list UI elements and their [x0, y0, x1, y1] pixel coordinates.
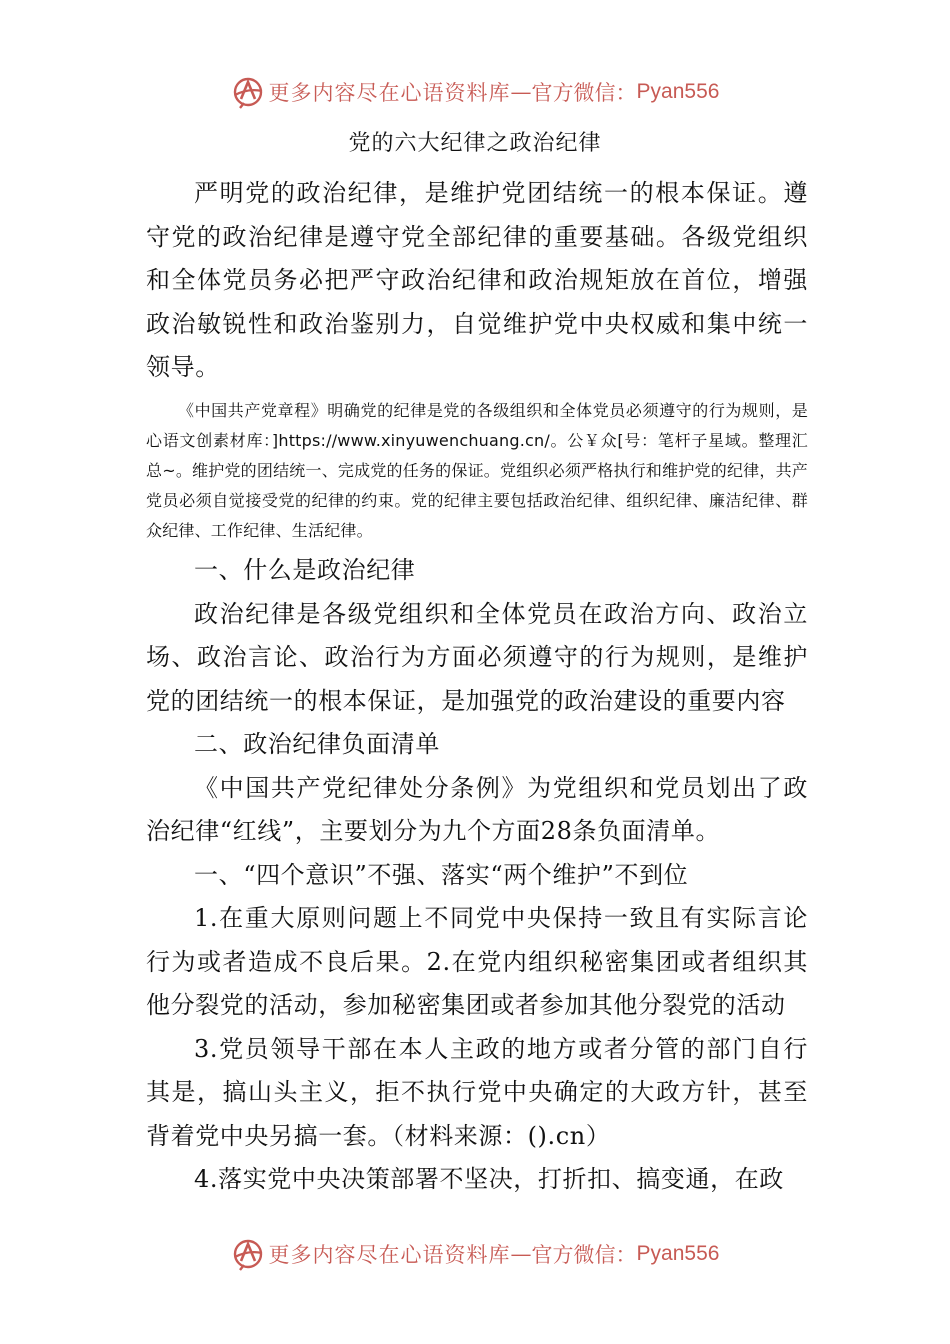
section1-heading: 一、什么是政治纪律 [194, 556, 416, 584]
section2-heading: 二、政治纪律负面清单 [194, 730, 440, 758]
item-4-paragraph: 4.落实党中央决策部署不坚决，打折扣、搞变通，在政 [194, 1165, 784, 1193]
section1-body: 政治纪律是各级党组织和全体党员在政治方向、政治立场、政治言论、政治行为方面必须遵守的行为规则，是维护党的团结统一的根本保证，是加强党的政治建设的重要内容 [146, 599, 808, 715]
banner-wechat-id: Pyan556 [636, 1242, 720, 1265]
banner-separator: — [510, 1242, 532, 1266]
page-title: 党的六大纪律之政治纪律 [348, 131, 602, 156]
items-1-2-paragraph: 1.在重大原则问题上不同党中央保持一致且有实际言论行为或者造成不良后果。2.在党内组织秘密集团或者组织其他分裂党的活动，参加秘密集团或者参加其他分裂党的活动 [146, 904, 808, 1019]
banner-wechat-label: 官方微信： [531, 1243, 637, 1267]
banner-separator: — [510, 80, 532, 104]
document-body-continued [146, 549, 808, 1202]
banner-wechat-id: Pyan556 [636, 80, 720, 103]
document-body [146, 172, 808, 550]
brand-logo-icon [231, 1237, 265, 1271]
banner-brand-text: 更多内容尽在心语资料库 [268, 81, 511, 105]
banner-wechat-label: 官方微信： [531, 81, 637, 105]
subsection1-heading: 一、“四个意识”不强、落实“两个维护”不到位 [194, 860, 689, 889]
intro-paragraph: 严明党的政治纪律，是维护党团结统一的根本保证。遵守党的政治纪律是遵守党全部纪律的重要基础。各级党组织和全体党员务必把严守政治纪律和政治规矩放在首位，增强政治敏锐性和政治鉴别力，自觉维护党中央权威和集中统一领导。 [146, 179, 808, 381]
brand-logo-icon [231, 75, 265, 109]
header-watermark-banner [0, 74, 950, 110]
footer-watermark-banner [0, 1236, 950, 1272]
item-3-paragraph: 3.党员领导干部在本人主政的地方或者分管的部门自行其是，搞山头主义，拒不执行党中央确定的大政方针，甚至背着党中央另搞一套。（材料来源：().cn） [146, 1034, 808, 1150]
notice-paragraph: 《中国共产党章程》明确党的纪律是党的各级组织和全体党员必须遵守的行为规则，是心语文创素材库：]https://www.xinyuwenchuang.cn/。公￥众[号：笔杆子星域。整理汇总~。维护党的团结统一、完成党的任务的保证。党组织必须严格执行和维护党的纪律，共产党员必须自觉接受党的纪律的约束。党的纪律主要包括政治纪律、组织纪律、廉洁纪律、群众纪律、工作纪律、生活纪律。 [146, 400, 808, 540]
section2-body: 《中国共产党纪律处分条例》为党组织和党员划出了政治纪律“红线”，主要划分为九个方面28条负面清单。 [146, 773, 808, 845]
banner-brand-text: 更多内容尽在心语资料库 [268, 1243, 511, 1267]
